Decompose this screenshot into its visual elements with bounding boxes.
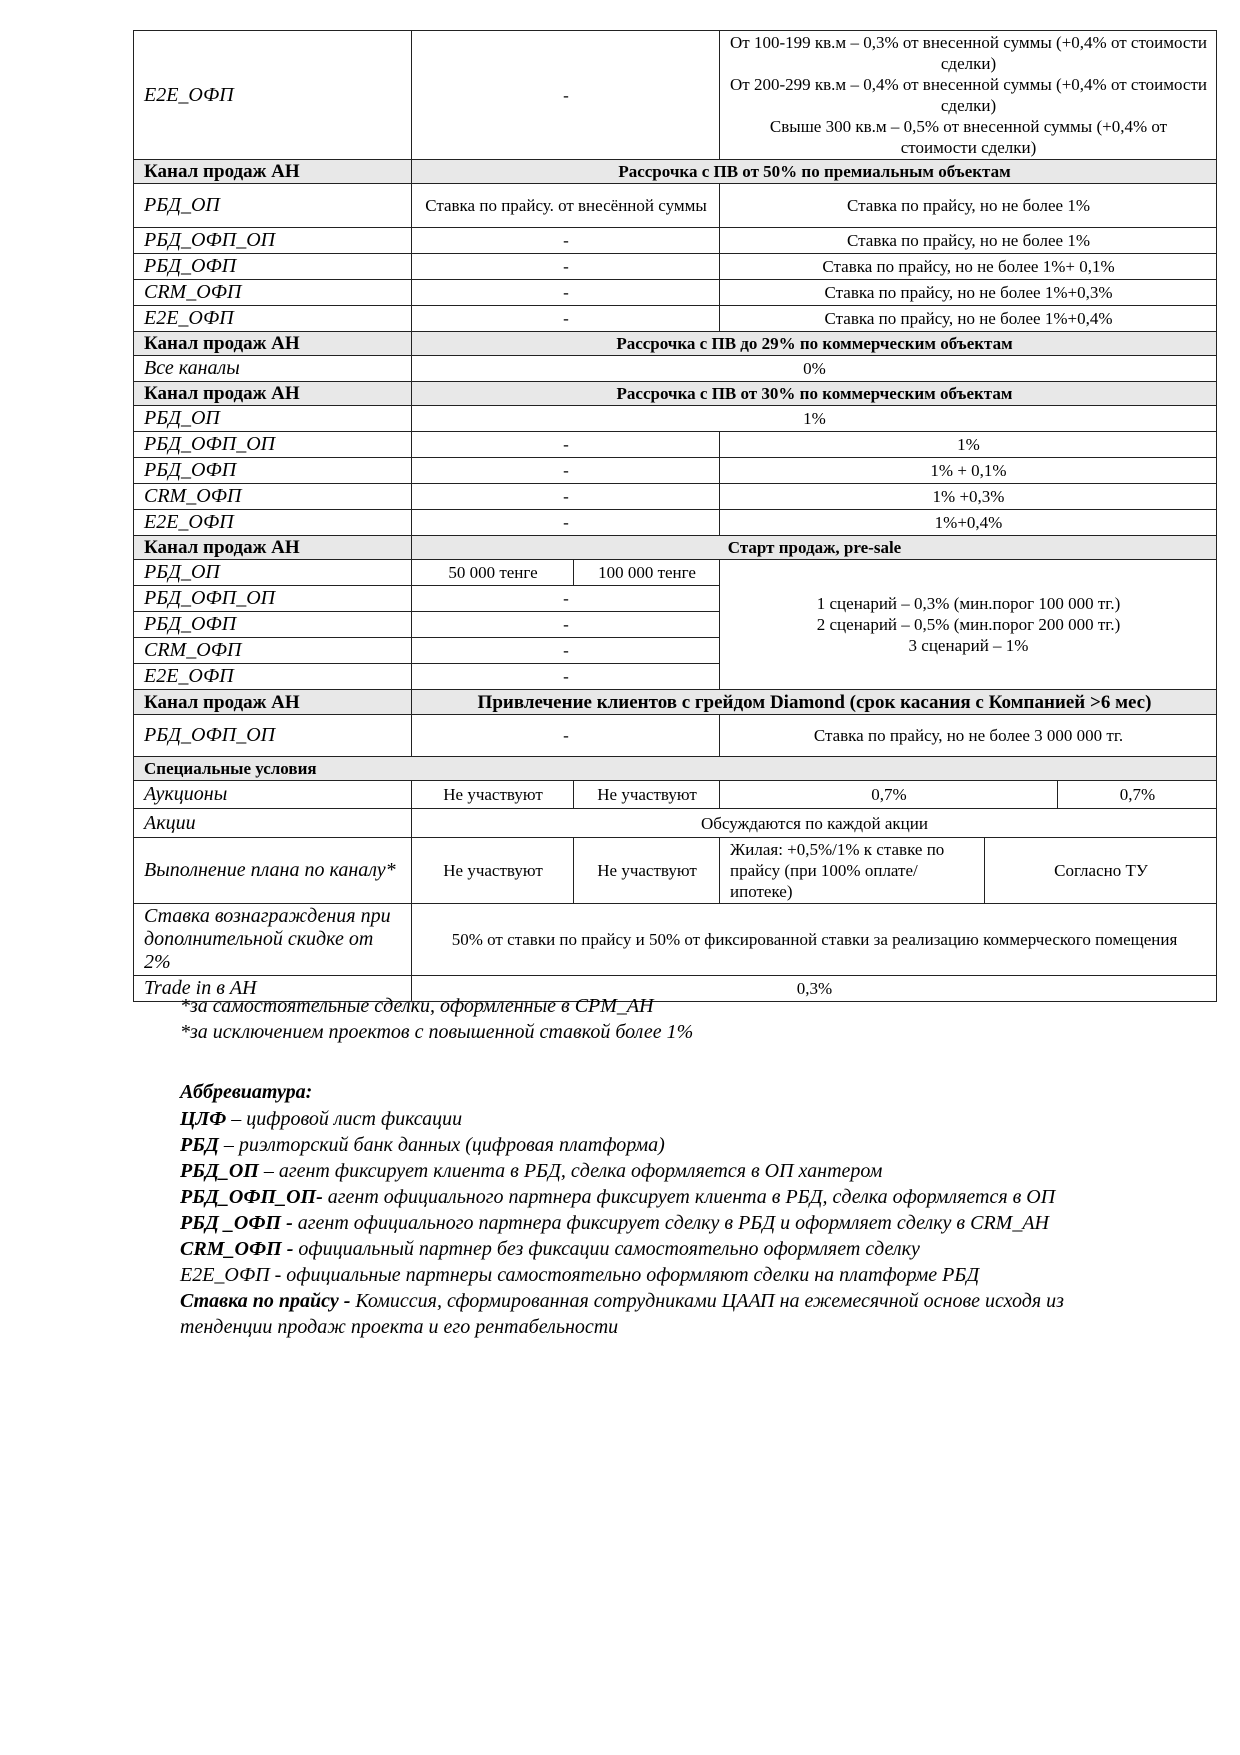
channel-header: Канал продаж АН [134,160,412,184]
channel-cell: CRM_ОФП [134,484,412,510]
abbreviation-item: ЦЛФ – цифровой лист фиксации [180,1108,463,1130]
section-title: Старт продаж, pre-sale [412,536,1217,560]
rate-cell: - [412,432,720,458]
rate-cell: 1%+0,4% [720,510,1217,536]
abbreviation-term: РБД _ОФП - [180,1212,293,1234]
channel-cell: РБД_ОП [134,560,412,586]
abbreviation-item [180,1262,1140,1288]
table-row [134,228,1217,254]
table-row [134,406,1217,432]
footnotes [180,993,1180,1045]
section-header-row [134,160,1217,184]
table-row [134,510,1217,536]
rate-cell: Ставка по прайсу, но не более 1% [720,184,1217,228]
rate-cell: Ставка по прайсу, но не более 3 000 000 тг. [720,715,1217,757]
channel-cell: РБД_ОФП_ОП [134,228,412,254]
rate-cell: - [412,715,720,757]
rate-cell: Ставка по прайсу, но не более 1% [720,228,1217,254]
table-row [134,838,1217,904]
abbreviation-term: РБД [180,1134,219,1156]
section-header-row [134,690,1217,715]
rate-cell: 1% [720,432,1217,458]
abbreviation-desc: агент официального партнера фиксирует клиента в РБД, сделка оформляется в ОП [327,1186,1056,1208]
footnote: *за самостоятельные сделки, оформленные в CPM_АН [180,995,654,1017]
channel-cell: РБД_ОП [134,184,412,228]
commission-table [133,30,1217,1002]
abbreviation-desc: Комиссия, сформированная сотрудниками ЦААП на ежемесячной основе исходя из тенденции продаж проекта и его рентабельности [180,1290,1064,1338]
channel-header: Канал продаж АН [134,332,412,356]
section-header-row [134,536,1217,560]
abbreviation-term: РБД_ОФП_ОП- [180,1186,323,1208]
channel-cell: Trade in в АН [134,976,412,1002]
rate-cell: Согласно ТУ [985,838,1217,904]
table-row [134,484,1217,510]
channel-cell: РБД_ОФП [134,458,412,484]
section-header-row [134,382,1217,406]
rate-cell: 1% +0,3% [720,484,1217,510]
scenario-line: 2 сценарий – 0,5% (мин.порог 200 000 тг.) [816,615,1121,634]
rate-cell: Не участвуют [412,838,574,904]
rate-cell: Ставка по прайсу, но не более 1%+0,3% [720,280,1217,306]
section-header-row [134,332,1217,356]
channel-cell: РБД_ОФП [134,254,412,280]
abbreviation-item: РБД_ОП – агент фиксирует клиента в РБД, сделка оформляется в ОП хантером [180,1160,883,1182]
footnote: *за исключением проектов с повышенной ставкой более 1% [180,1021,694,1043]
section-header-row [134,757,1217,781]
channel-cell: Все каналы [134,356,412,382]
abbreviation-desc: агент официального партнера фиксирует сделку в РБД и оформляет сделку в CRM_АН [297,1212,1049,1234]
rate-cell: 50 000 тенге [412,560,574,586]
table-row [134,432,1217,458]
section-title: Рассрочка с ПВ от 30% по коммерческим объектам [412,382,1217,406]
rate-cell: 0,7% [1058,781,1217,809]
rate-cell: 0,7% [720,781,1058,809]
channel-cell: РБД_ОФП_ОП [134,715,412,757]
table-row [134,184,1217,228]
abbreviation-term: ЦЛФ [180,1108,227,1130]
abbreviation-item [180,1210,1140,1236]
abbreviation-item [180,1184,1140,1210]
rate-cell: Ставка по прайсу, но не более 1%+ 0,1% [720,254,1217,280]
scenario-line: 3 сценарий – 1% [908,636,1029,655]
channel-cell: CRM_ОФП [134,280,412,306]
rate-cell: 1% [412,406,1217,432]
rate-cell: - [412,458,720,484]
rate-cell: - [412,484,720,510]
channel-cell: E2E_ОФП [134,31,412,160]
channel-cell: Аукционы [134,781,412,809]
channel-cell: E2E_ОФП [134,510,412,536]
channel-cell: РБД_ОФП_ОП [134,586,412,612]
abbreviation-term: РБД_ОП [180,1160,259,1182]
rate-cell: - [412,280,720,306]
table-row [134,31,1217,160]
area-tier-line: От 100-199 кв.м – 0,3% от внесенной суммы (+0,4% от стоимости сделки) [730,33,1207,73]
rate-cell: - [412,31,720,160]
abbreviation-term: Ставка по прайсу - [180,1290,351,1312]
channel-cell: CRM_ОФП [134,638,412,664]
rate-cell: Не участвуют [574,781,720,809]
channel-cell: РБД_ОП [134,406,412,432]
rate-cell: - [412,586,720,612]
area-tier-line: От 200-299 кв.м – 0,4% от внесенной суммы (+0,4% от стоимости сделки) [730,75,1207,115]
rate-cell: Не участвуют [412,781,574,809]
abbreviations-section [180,1079,1140,1340]
rate-cell: 1% + 0,1% [720,458,1217,484]
abbreviation-term: CRM_ОФП - [180,1238,294,1260]
channel-cell: РБД_ОФП_ОП [134,432,412,458]
channel-cell: Выполнение плана по каналу* [134,838,412,904]
special-conditions-title: Специальные условия [134,757,1217,781]
section-title: Рассрочка с ПВ от 50% по премиальным объектам [412,160,1217,184]
table-row [134,809,1217,838]
section-title: Привлечение клиентов с грейдом Diamond (срок касания с Компанией >6 мес) [412,690,1217,715]
rate-cell: - [412,510,720,536]
table-row [134,306,1217,332]
rate-cell [720,31,1217,160]
rate-cell: - [412,306,720,332]
rate-cell: - [412,228,720,254]
table-row [134,781,1217,809]
rate-cell: 50% от ставки по прайсу и 50% от фиксированной ставки за реализацию коммерческого помещения [412,904,1217,976]
scenario-line: 1 сценарий – 0,3% (мин.порог 100 000 тг.) [816,594,1121,613]
table-row [134,904,1217,976]
rate-cell: Не участвуют [574,838,720,904]
channel-cell: Ставка вознаграждения при дополнительной скидке от 2% [134,904,412,976]
abbreviation-desc: официальный партнер без фиксации самостоятельно оформляет сделку [298,1238,920,1260]
rate-cell: Ставка по прайсу, но не более 1%+0,4% [720,306,1217,332]
table-row [134,715,1217,757]
rate-cell: - [412,638,720,664]
rate-cell: Жилая: +0,5%/1% к ставке по прайсу (при 100% оплате/ипотеке) [720,838,985,904]
channel-cell: E2E_ОФП [134,664,412,690]
section-title: Рассрочка с ПВ до 29% по коммерческим объектам [412,332,1217,356]
table-row [134,458,1217,484]
rate-cell: - [412,612,720,638]
channel-header: Канал продаж АН [134,536,412,560]
channel-header: Канал продаж АН [134,382,412,406]
table-row [134,280,1217,306]
scenario-cell [720,560,1217,690]
channel-header: Канал продаж АН [134,690,412,715]
channel-cell: E2E_ОФП [134,306,412,332]
abbreviation-item [180,1236,1140,1262]
rate-cell: 0% [412,356,1217,382]
abbreviation-desc: E2E_ОФП - официальные партнеры самостоятельно оформляют сделки на платформе РБД [180,1264,980,1286]
rate-cell: 0,3% [412,976,1217,1002]
table-row [134,254,1217,280]
rate-cell: - [412,664,720,690]
abbreviation-desc: агент фиксирует клиента в РБД, сделка оформляется в ОП хантером [278,1160,883,1182]
rate-cell: Обсуждаются по каждой акции [412,809,1217,838]
rate-cell: 100 000 тенге [574,560,720,586]
area-tier-line: Свыше 300 кв.м – 0,5% от внесенной суммы (+0,4% от стоимости сделки) [769,117,1168,157]
rate-cell: Ставка по прайсу. от внесённой суммы [412,184,720,228]
abbreviation-desc: цифровой лист фиксации [246,1108,463,1130]
channel-cell: Акции [134,809,412,838]
table-row [134,560,1217,586]
abbreviation-item: РБД – риэлторский банк данных (цифровая платформа) [180,1134,665,1156]
rate-cell: - [412,254,720,280]
abbreviation-desc: риэлторский банк данных (цифровая платформа) [238,1134,665,1156]
abbreviations-title: Аббревиатура: [180,1081,313,1103]
channel-cell: РБД_ОФП [134,612,412,638]
abbreviation-item [180,1288,1140,1340]
table-row [134,356,1217,382]
